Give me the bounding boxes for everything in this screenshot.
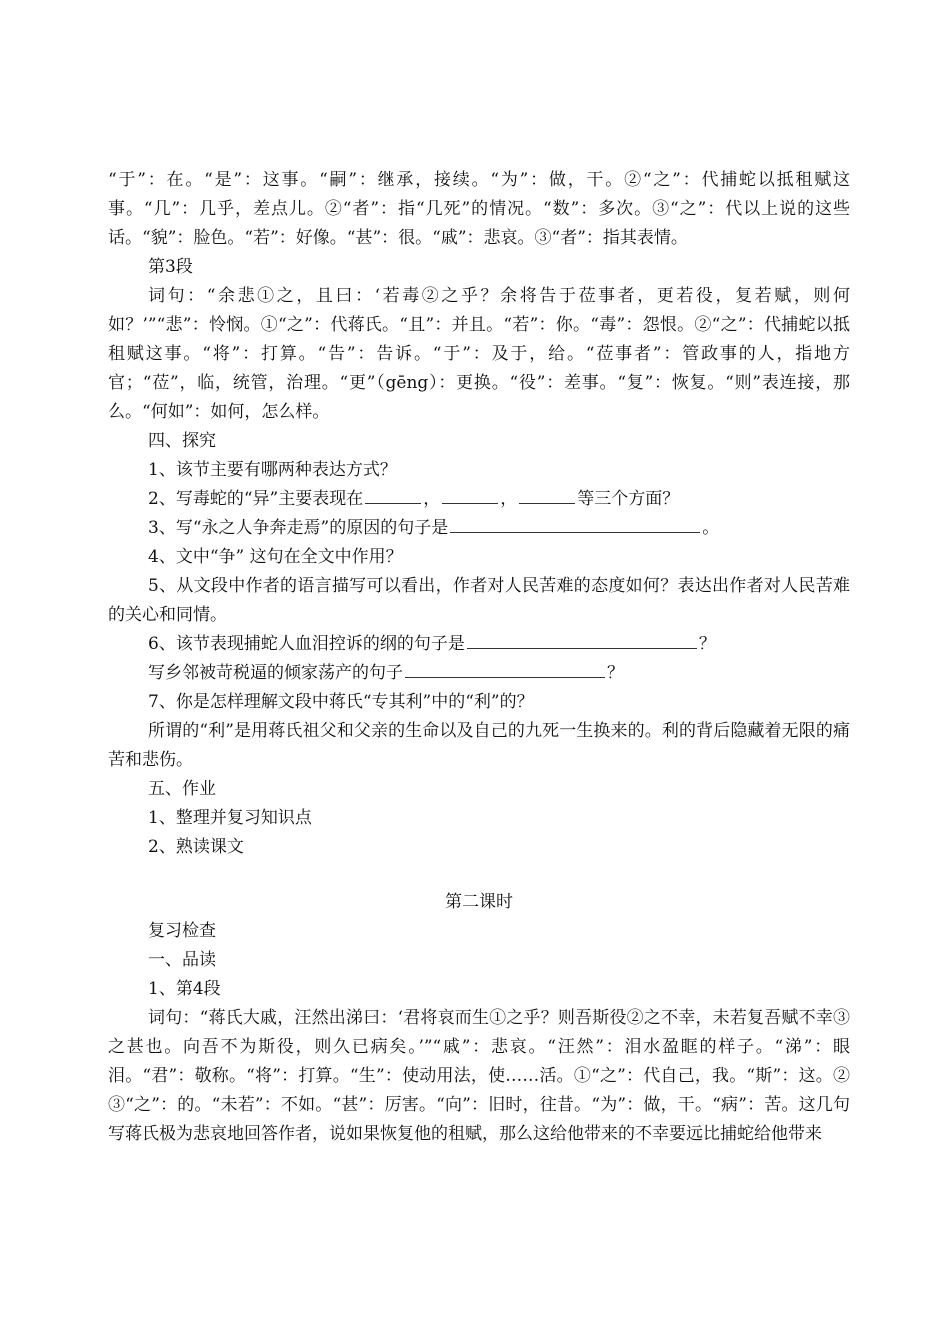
review-heading: 复习检查 bbox=[148, 921, 216, 941]
question-1: 1、该节主要有哪两种表达方式？ bbox=[148, 460, 397, 480]
question-5: 5、从文段中作者的语言描写可以看出，作者对人民苦难的态度如何？表达出作者对人民苦难的关心和同情。 bbox=[108, 576, 850, 625]
section-heading-3: 第3段 bbox=[148, 257, 193, 277]
paragraph-glossary-2: 词句：“余悲①之，且曰：‘若毒②之乎？余将告于莅事者，更若役，复若赋，则何如？’”“悲”：怜悯。①“之”：代蒋氏。“且”：并且。“若”：你。“毒”：怨恨。②“之”：代捕蛇以抵租赋这事。“将”：打算。“告”：告诉。“于”：及于，给。“莅事者”：管政事的人，指地方官；“莅”，临，统管，治理。“更”（gēng）：更换。“役”：差事。“复”：恢复。“则”表连接，那么。“何如”：如何，怎么样。 bbox=[108, 286, 850, 422]
question-3-tail: 。 bbox=[702, 518, 720, 538]
question-4: 4、文中“争” 这句在全文中作用？ bbox=[148, 547, 403, 567]
question-2-sep: ， bbox=[500, 489, 518, 509]
section-heading-4: 1、第4段 bbox=[148, 979, 221, 999]
question-6-tail-2: ？ bbox=[607, 663, 624, 683]
question-2-text: 2、写毒蛇的“异”主要表现在 bbox=[148, 489, 364, 509]
question-6 bbox=[108, 630, 850, 659]
answer-blank bbox=[405, 659, 605, 678]
question-3-text: 3、写“永之人争奔走焉”的原因的句子是 bbox=[148, 518, 449, 538]
question-2 bbox=[108, 485, 850, 514]
question-6-tail: ？ bbox=[698, 634, 716, 654]
question-6-part-2 bbox=[108, 659, 850, 688]
heading-homework: 五、作业 bbox=[148, 779, 216, 799]
paragraph-glossary-3: 词句：“蒋氏大戚，汪然出涕曰：‘君将哀而生①之乎？则吾斯役②之不幸，未若复吾赋不幸③之甚也。向吾不为斯役，则久已病矣。’”“戚”：悲哀。“汪然”：泪水盈眶的样子。“涕”：眼泪。“君”：敬称。“将”：打算。“生”：使动用法，使……活。①“之”：代自己，我。“斯”：这。②③“之”：的。“未若”：不如。“甚”：厉害。“向”：旧时，往昔。“为”：做，干。“病”：苦。这几句写蒋氏极为悲哀地回答作者，说如果恢复他的租赋，那么这给他带来的不幸要远比捕蛇给他带来 bbox=[108, 1008, 850, 1144]
answer-7: 所谓的“利”是用蒋氏祖父和父亲的生命以及自己的九死一生换来的。利的背后隐藏着无限的痛苦和悲伤。 bbox=[108, 721, 850, 770]
heading-explore: 四、探究 bbox=[148, 431, 216, 451]
question-3 bbox=[108, 514, 850, 543]
question-6-text: 6、该节表现捕蛇人血泪控诉的纲的句子是 bbox=[148, 634, 465, 654]
paragraph-glossary-1: “于”：在。“是”：这事。“嗣”：继承，接续。“为”：做，干。②“之”：代捕蛇以抵租赋这事。“几”：几乎，差点儿。②“者”：指“几死”的情况。“数”：多次。③“之”：代以上说的这些话。“貌”：脸色。“若”：好像。“甚”：很。“戚”：悲哀。③“者”：指其表情。 bbox=[108, 170, 850, 248]
answer-blank bbox=[450, 514, 700, 533]
homework-item-2: 2、熟读课文 bbox=[148, 837, 244, 857]
homework-item-1: 1、整理并复习知识点 bbox=[148, 808, 312, 828]
question-2-tail: 等三个方面？ bbox=[577, 489, 680, 509]
question-2-sep: ， bbox=[423, 489, 441, 509]
lesson-title: 第二课时 bbox=[445, 892, 513, 912]
answer-blank bbox=[365, 485, 421, 504]
question-7: 7、你是怎样理解文段中蒋氏“专其利”中的“利”的？ bbox=[148, 692, 534, 712]
document-page bbox=[108, 166, 850, 1149]
heading-reading: 一、品读 bbox=[148, 950, 216, 970]
question-6-text-2: 写乡邻被苛税逼的倾家荡产的句子 bbox=[148, 663, 403, 683]
answer-blank bbox=[442, 485, 498, 504]
answer-blank bbox=[519, 485, 575, 504]
answer-blank bbox=[467, 630, 697, 649]
